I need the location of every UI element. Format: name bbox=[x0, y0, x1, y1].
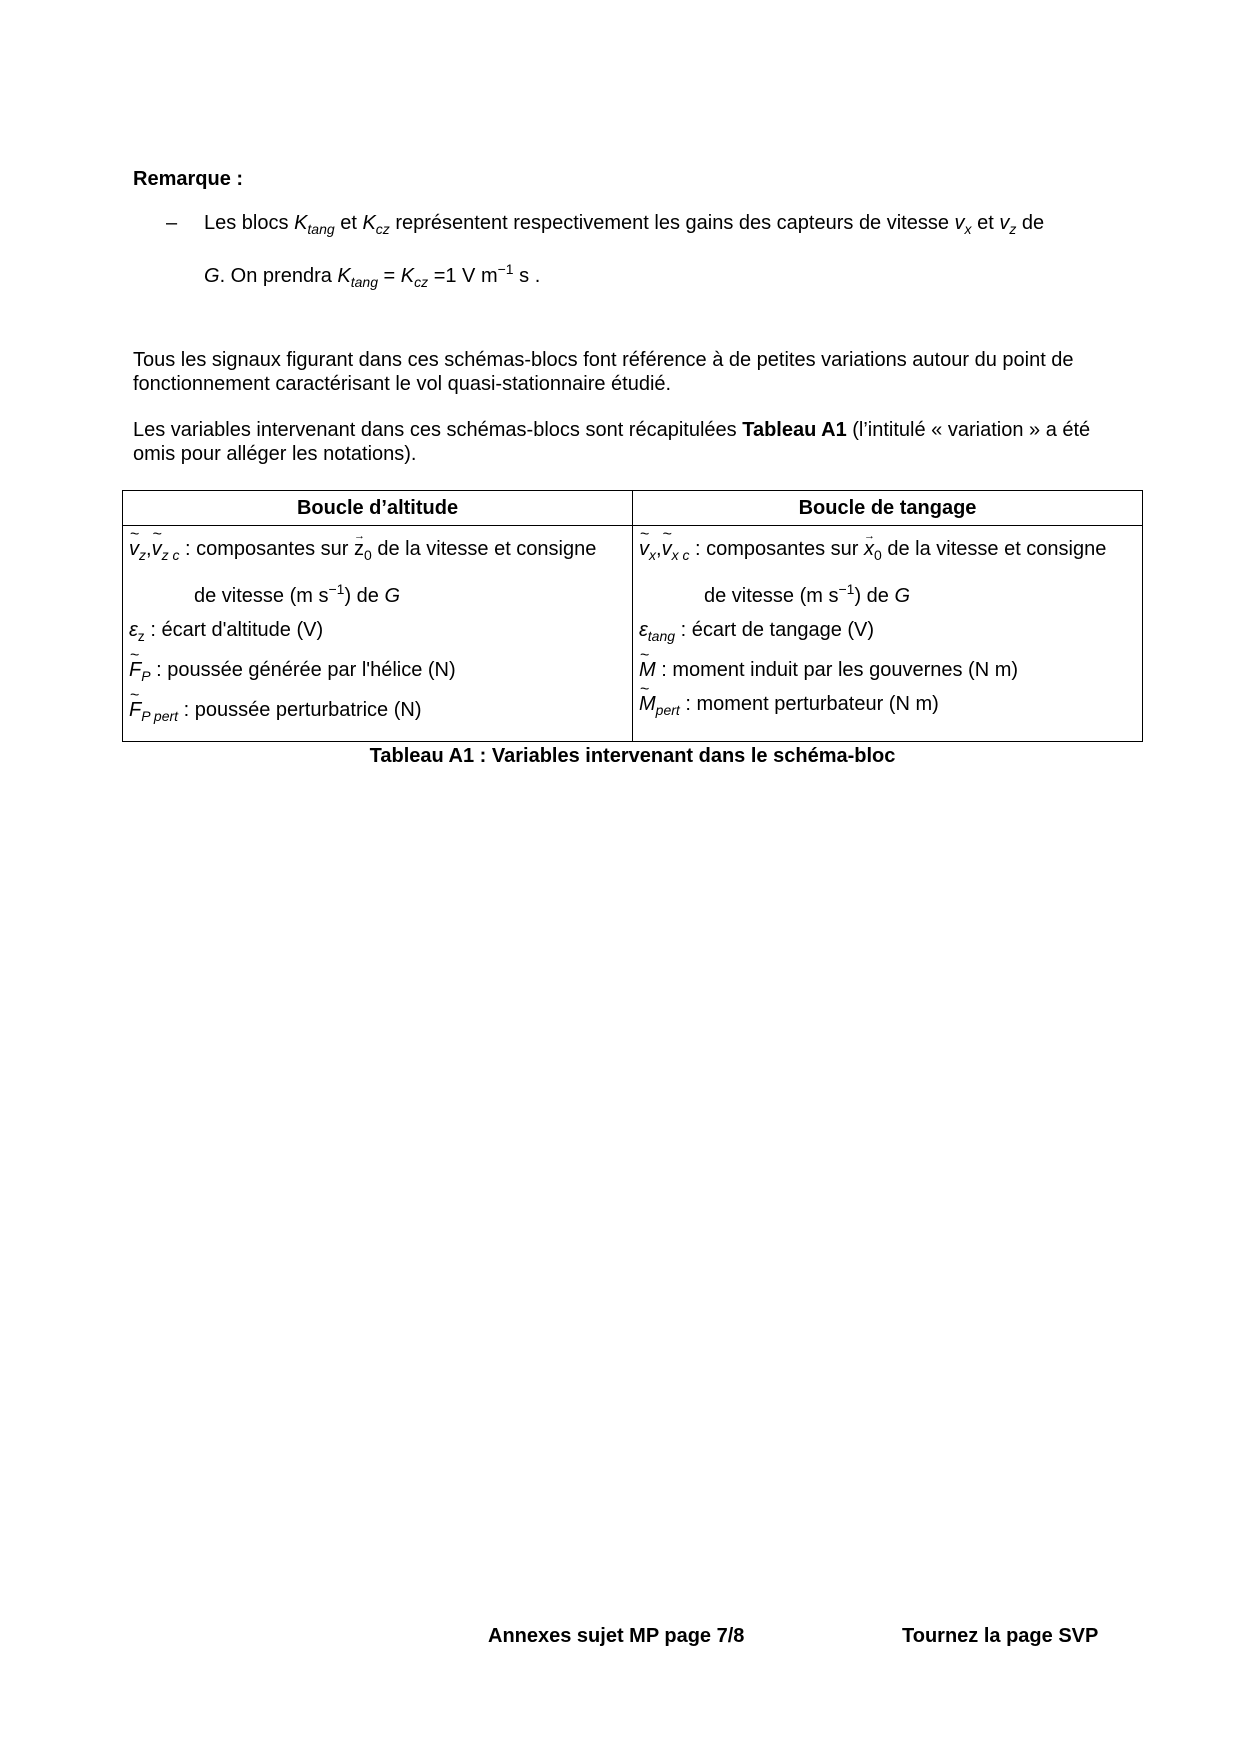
symbol-v: v bbox=[999, 212, 1010, 234]
subscript-cz: cz bbox=[375, 221, 390, 237]
text-fragment: : poussée perturbatrice (N) bbox=[178, 699, 422, 721]
text-fragment: et bbox=[334, 212, 363, 234]
symbol-v-tilde: ~ v bbox=[129, 532, 139, 566]
subscript-tang: tang bbox=[647, 628, 676, 644]
remark-text bbox=[204, 203, 1106, 302]
tangage-line-5 bbox=[639, 687, 1136, 727]
subscript-p-pert: P pert bbox=[141, 708, 179, 724]
symbol-v: v bbox=[954, 212, 965, 234]
remark-bullet-item bbox=[166, 203, 1106, 302]
text-fragment: et bbox=[971, 212, 1000, 234]
comma: , bbox=[146, 538, 152, 560]
text-fragment: (l’intitulé « variation » a été omis pour alléger les notations). bbox=[133, 419, 1091, 465]
symbol-m-tilde: ~ M bbox=[639, 653, 656, 687]
remark-line-1 bbox=[204, 203, 1106, 249]
altitude-line-1 bbox=[129, 532, 626, 572]
text-fragment: de la vitesse et consigne bbox=[371, 538, 597, 560]
symbol-k: K bbox=[294, 212, 308, 234]
subscript-z: z bbox=[1009, 221, 1017, 237]
footer-turn-page: Tournez la page SVP bbox=[902, 1625, 1099, 1647]
symbol-k: K bbox=[400, 265, 415, 287]
symbol-v-tilde: ~ v bbox=[662, 532, 672, 566]
text-fragment: : composantes sur bbox=[689, 538, 864, 560]
subscript-zero: 0 bbox=[363, 547, 372, 563]
variables-table bbox=[122, 490, 1143, 742]
text-fragment: . On prendra bbox=[219, 265, 338, 287]
symbol-epsilon: ε bbox=[129, 619, 138, 641]
altitude-line-5 bbox=[129, 693, 626, 733]
table-header-row bbox=[123, 491, 1143, 526]
text-fragment: de vitesse (m s bbox=[704, 585, 839, 607]
vector-x: → x bbox=[864, 532, 874, 566]
table-caption: Tableau A1 : Variables intervenant dans le schéma-bloc bbox=[369, 745, 896, 767]
equals-sign: = bbox=[378, 265, 401, 287]
text-fragment: Les blocs bbox=[204, 212, 295, 234]
remark-line-2 bbox=[204, 249, 1106, 302]
subscript-z: z bbox=[137, 628, 145, 644]
text-fragment: : moment perturbateur (N m) bbox=[679, 693, 939, 715]
symbol-v-tilde: ~ v bbox=[152, 532, 162, 566]
exponent: −1 bbox=[838, 581, 855, 597]
text-fragment: de la vitesse et consigne bbox=[881, 538, 1107, 560]
symbol-k: K bbox=[337, 265, 351, 287]
bold-table-ref: Tableau A1 bbox=[742, 419, 847, 441]
subscript-x: x bbox=[649, 547, 656, 563]
altitude-line-4 bbox=[129, 653, 626, 693]
paragraph-variables bbox=[133, 418, 1113, 466]
subscript-z: z bbox=[139, 547, 146, 563]
subscript-tang: tang bbox=[307, 221, 335, 237]
exponent: −1 bbox=[328, 581, 345, 597]
subscript-zc: z c bbox=[161, 547, 180, 563]
subscript-cz: cz bbox=[414, 274, 429, 290]
tangage-line-2 bbox=[639, 572, 1136, 613]
symbol-v-tilde: ~ v bbox=[639, 532, 649, 566]
tangage-line-4 bbox=[639, 653, 1136, 687]
tangage-line-1 bbox=[639, 532, 1136, 572]
tangage-line-3 bbox=[639, 613, 1136, 653]
value-text: =1 V m bbox=[428, 265, 498, 287]
text-fragment: ) de bbox=[854, 585, 895, 607]
text-fragment: de bbox=[1016, 212, 1045, 234]
symbol-g: G bbox=[894, 585, 911, 607]
subscript-x: x bbox=[964, 221, 972, 237]
cell-altitude bbox=[123, 526, 633, 742]
bullet-dash: – bbox=[166, 212, 178, 234]
text-fragment: de vitesse (m s bbox=[194, 585, 329, 607]
header-tangage: Boucle de tangage bbox=[633, 491, 1143, 526]
subscript-tang: tang bbox=[350, 274, 378, 290]
text-fragment: : écart de tangage (V) bbox=[675, 619, 875, 641]
text-fragment: : poussée générée par l'hélice (N) bbox=[150, 659, 456, 681]
text-fragment: : écart d'altitude (V) bbox=[144, 619, 324, 641]
subscript-p: P bbox=[141, 668, 151, 684]
comma: , bbox=[656, 538, 662, 560]
symbol-g: G bbox=[384, 585, 401, 607]
remark-title: Remarque : bbox=[133, 168, 244, 190]
footer-page-number: Annexes sujet MP page 7/8 bbox=[488, 1625, 745, 1647]
altitude-line-2 bbox=[129, 572, 626, 613]
altitude-line-3 bbox=[129, 613, 626, 653]
symbol-m-tilde: ~ M bbox=[639, 687, 656, 721]
symbol-epsilon: ε bbox=[639, 619, 648, 641]
text-fragment: : moment induit par les gouvernes (N m) bbox=[655, 659, 1019, 681]
text-fragment: représentent respectivement les gains des capteurs de vitesse bbox=[389, 212, 955, 234]
vector-z: → z bbox=[354, 532, 364, 566]
subscript-xc: x c bbox=[671, 547, 690, 563]
symbol-k: K bbox=[362, 212, 376, 234]
header-altitude: Boucle d’altitude bbox=[123, 491, 633, 526]
symbol-f-tilde: ~ F bbox=[129, 693, 141, 727]
text-fragment: ) de bbox=[344, 585, 385, 607]
subscript-pert: pert bbox=[655, 702, 680, 718]
subscript-zero: 0 bbox=[873, 547, 882, 563]
paragraph-signals: Tous les signaux figurant dans ces schémas-blocs font référence à de petites variations autour du point de fonctionnement caractérisant le vol quasi-stationnaire étudié. bbox=[133, 349, 1074, 395]
cell-tangage bbox=[633, 526, 1143, 742]
text-fragment: Les variables intervenant dans ces schémas-blocs sont récapitulées bbox=[133, 419, 743, 441]
table-row bbox=[123, 526, 1143, 742]
symbol-f-tilde: ~ F bbox=[129, 653, 141, 687]
symbol-g: G bbox=[204, 265, 220, 287]
exponent: −1 bbox=[497, 261, 514, 277]
text-fragment: : composantes sur bbox=[179, 538, 354, 560]
unit-text: s . bbox=[513, 265, 541, 287]
